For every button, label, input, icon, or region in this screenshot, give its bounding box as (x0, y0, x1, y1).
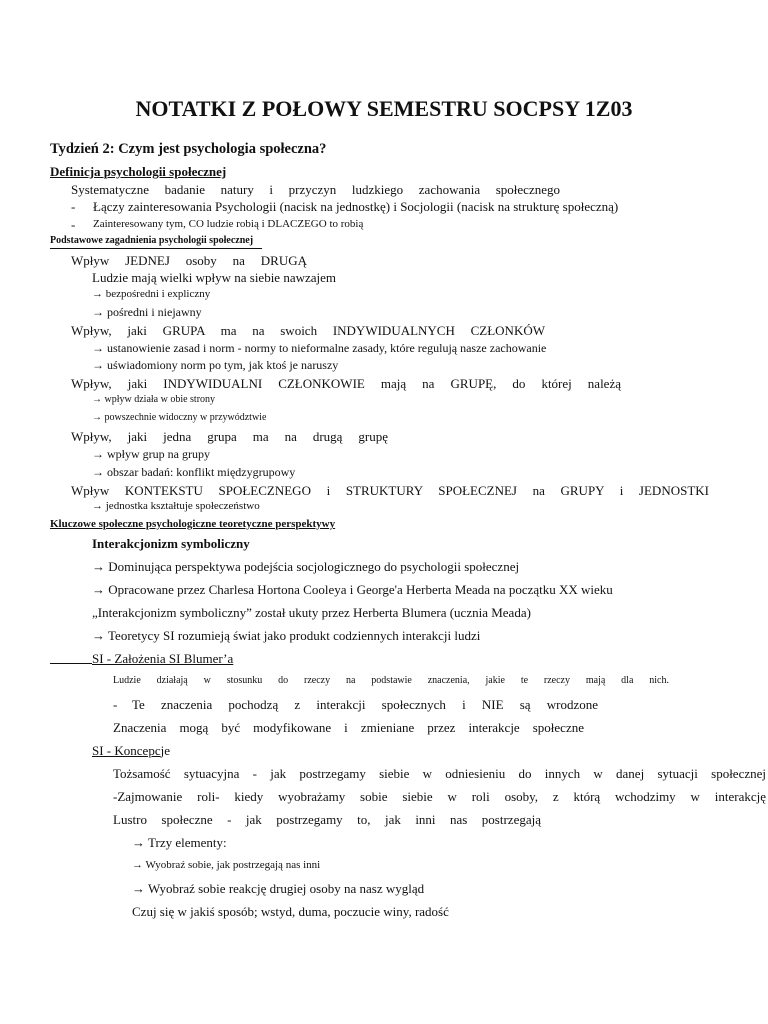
influence-line: Wpływ, jaki INDYWIDUALNI CZŁONKOWIE mają na GRUPĘ, do której należą (71, 376, 621, 391)
assumption-line: Te znaczenia pochodzą z interakcji społecznych i NIE są wrodzone (132, 697, 598, 712)
definition-bullet: Zainteresowany tym, CO ludzie robią i DLACZEGO to robią (93, 218, 364, 230)
concept-line: Lustro społeczne - jak postrzegamy to, jak inni nas postrzegają (113, 812, 541, 827)
definition-heading: Definicja psychologii społecznej (50, 164, 227, 179)
arrow-item: → bezpośredni i expliczny (92, 288, 211, 300)
perspectives-heading: Kluczowe społeczne psychologiczne teoretyczne perspektywy (50, 518, 336, 530)
basic-issues-heading: Podstawowe zagadnienia psychologii społecznej (50, 235, 254, 246)
heading-underline (50, 248, 262, 249)
week-heading: Tydzień 2: Czym jest psychologia społeczna? (50, 141, 327, 157)
arrow-item: → pośredni i niejawny (92, 305, 202, 319)
influence-line: Wpływ, jaki GRUPA ma na swoich INDYWIDUALNYCH CZŁONKÓW (71, 323, 545, 338)
arrow-item: → ustanowienie zasad i norm - normy to nieformalne zasady, które regulują nasze zachowanie (92, 341, 547, 355)
bullet-dash: - (71, 217, 76, 232)
concepts-heading: SI - Koncepcje (92, 743, 170, 758)
concept-line: Tożsamość sytuacyjna - jak postrzegamy siebie w odniesieniu do innych w danej sytuacji społecznej (113, 766, 766, 781)
definition-text: Systematyczne badanie natury i przyczyn ludzkiego zachowania społecznego (71, 182, 560, 197)
page-title: NOTATKI Z POŁOWY SEMESTRU SOCPSY 1Z03 (135, 96, 633, 121)
blumer-heading: SI - Założenia SI Blumer’a (92, 651, 234, 666)
arrow-item: → wpływ grup na grupy (92, 447, 210, 461)
concept-line: -Zajmowanie roli- kiedy wyobrażamy sobie siebie w roli osoby, z którą wchodzimy w interakcję (113, 789, 766, 804)
subheading: Interakcjonizm symboliczny (92, 536, 250, 551)
note-line: Ludzie mają wielki wpływ na siebie nawzajem (92, 270, 337, 285)
arrow-item: → uświadomiony norm po tym, jak ktoś je naruszy (92, 358, 339, 372)
perspective-item: → Teoretycy SI rozumieją świat jako produkt codziennych interakcji ludzi (92, 628, 481, 643)
bullet-dash: - (113, 697, 118, 712)
arrow-item: → obszar badań: konflikt międzygrupowy (92, 465, 296, 479)
perspective-item: „Interakcjonizm symboliczny” został ukuty przez Herberta Blumera (ucznia Meada) (92, 605, 531, 620)
arrow-item: → jednostka kształtuje społeczeństwo (92, 500, 260, 512)
arrow-item: → wpływ działa w obie strony (92, 394, 216, 405)
assumption-line: Znaczenia mogą być modyfikowane i zmieniane przez interakcje społeczne (113, 720, 584, 735)
arrow-item: → Trzy elementy: (132, 835, 227, 850)
heading-underline (50, 663, 92, 664)
assumption-line: Ludzie działają w stosunku do rzeczy na podstawie znaczenia, jakie te rzeczy mają dla nich. (113, 675, 669, 686)
definition-bullet: Łączy zainteresowania Psychologii (nacisk na jednostkę) i Socjologii (nacisk na strukturę społeczną) (93, 199, 619, 214)
concept-line: Czuj się w jakiś sposób; wstyd, duma, poczucie winy, radość (132, 904, 449, 919)
influence-line: Wpływ KONTEKSTU SPOŁECZNEGO i STRUKTURY SPOŁECZNEJ na GRUPY i JEDNOSTKI (71, 483, 709, 498)
arrow-item: → powszechnie widoczny w przywództwie (92, 412, 267, 423)
bullet-dash: - (71, 199, 76, 214)
influence-line: Wpływ, jaki jedna grupa ma na drugą grupę (71, 429, 388, 444)
arrow-item: → Wyobraź sobie reakcję drugiej osoby na nasz wygląd (132, 881, 425, 896)
perspective-item: → Dominująca perspektywa podejścia socjologicznego do psychologii społecznej (92, 559, 520, 574)
arrow-item: → Wyobraź sobie, jak postrzegają nas inni (132, 859, 321, 871)
influence-line: Wpływ JEDNEJ osoby na DRUGĄ (71, 253, 307, 268)
perspective-item: → Opracowane przez Charlesa Hortona Cooleya i George'a Herberta Meada na początku XX wieku (92, 582, 613, 597)
